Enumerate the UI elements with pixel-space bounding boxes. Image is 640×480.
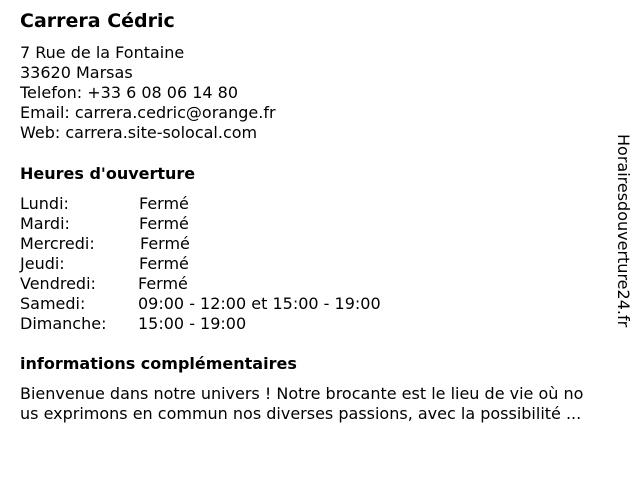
additional-info-heading: informations complémentaires — [20, 354, 297, 373]
phone-line: Telefon: +33 6 08 06 14 80 — [20, 83, 239, 102]
hours-value: Fermé — [140, 234, 190, 253]
day-label: Mardi: — [20, 214, 70, 233]
day-label: Dimanche: — [20, 314, 107, 333]
address-city: 33620 Marsas — [20, 63, 133, 82]
web-line: Web: carrera.site-solocal.com — [20, 123, 258, 142]
email-line: Email: carrera.cedric@orange.fr — [20, 103, 276, 122]
day-label: Mercredi: — [20, 234, 95, 253]
hours-value: Fermé — [139, 254, 189, 273]
hours-value: Fermé — [138, 274, 188, 293]
day-label: Jeudi: — [20, 254, 65, 273]
business-name: Carrera Cédric — [20, 10, 175, 32]
opening-hours-heading: Heures d'ouverture — [20, 164, 196, 183]
additional-info-text — [20, 384, 635, 424]
description-line-2: us exprimons en commun nos diverses passions, avec la possibilité ... — [20, 404, 582, 423]
hours-value: 09:00 - 12:00 et 15:00 - 19:00 — [138, 294, 381, 313]
hours-value: 15:00 - 19:00 — [138, 314, 247, 333]
watermark-text: Horairesdouverture24.fr — [614, 134, 633, 328]
day-label: Lundi: — [20, 194, 69, 213]
hours-value: Fermé — [139, 194, 189, 213]
description-line-1: Bienvenue dans notre univers ! Notre brocante est le lieu de vie où no — [20, 384, 584, 403]
day-label: Vendredi: — [20, 274, 96, 293]
contact-block — [20, 43, 276, 143]
day-label: Samedi: — [20, 294, 86, 313]
hours-value: Fermé — [139, 214, 189, 233]
address-street: 7 Rue de la Fontaine — [20, 43, 185, 62]
site-watermark — [614, 134, 640, 346]
